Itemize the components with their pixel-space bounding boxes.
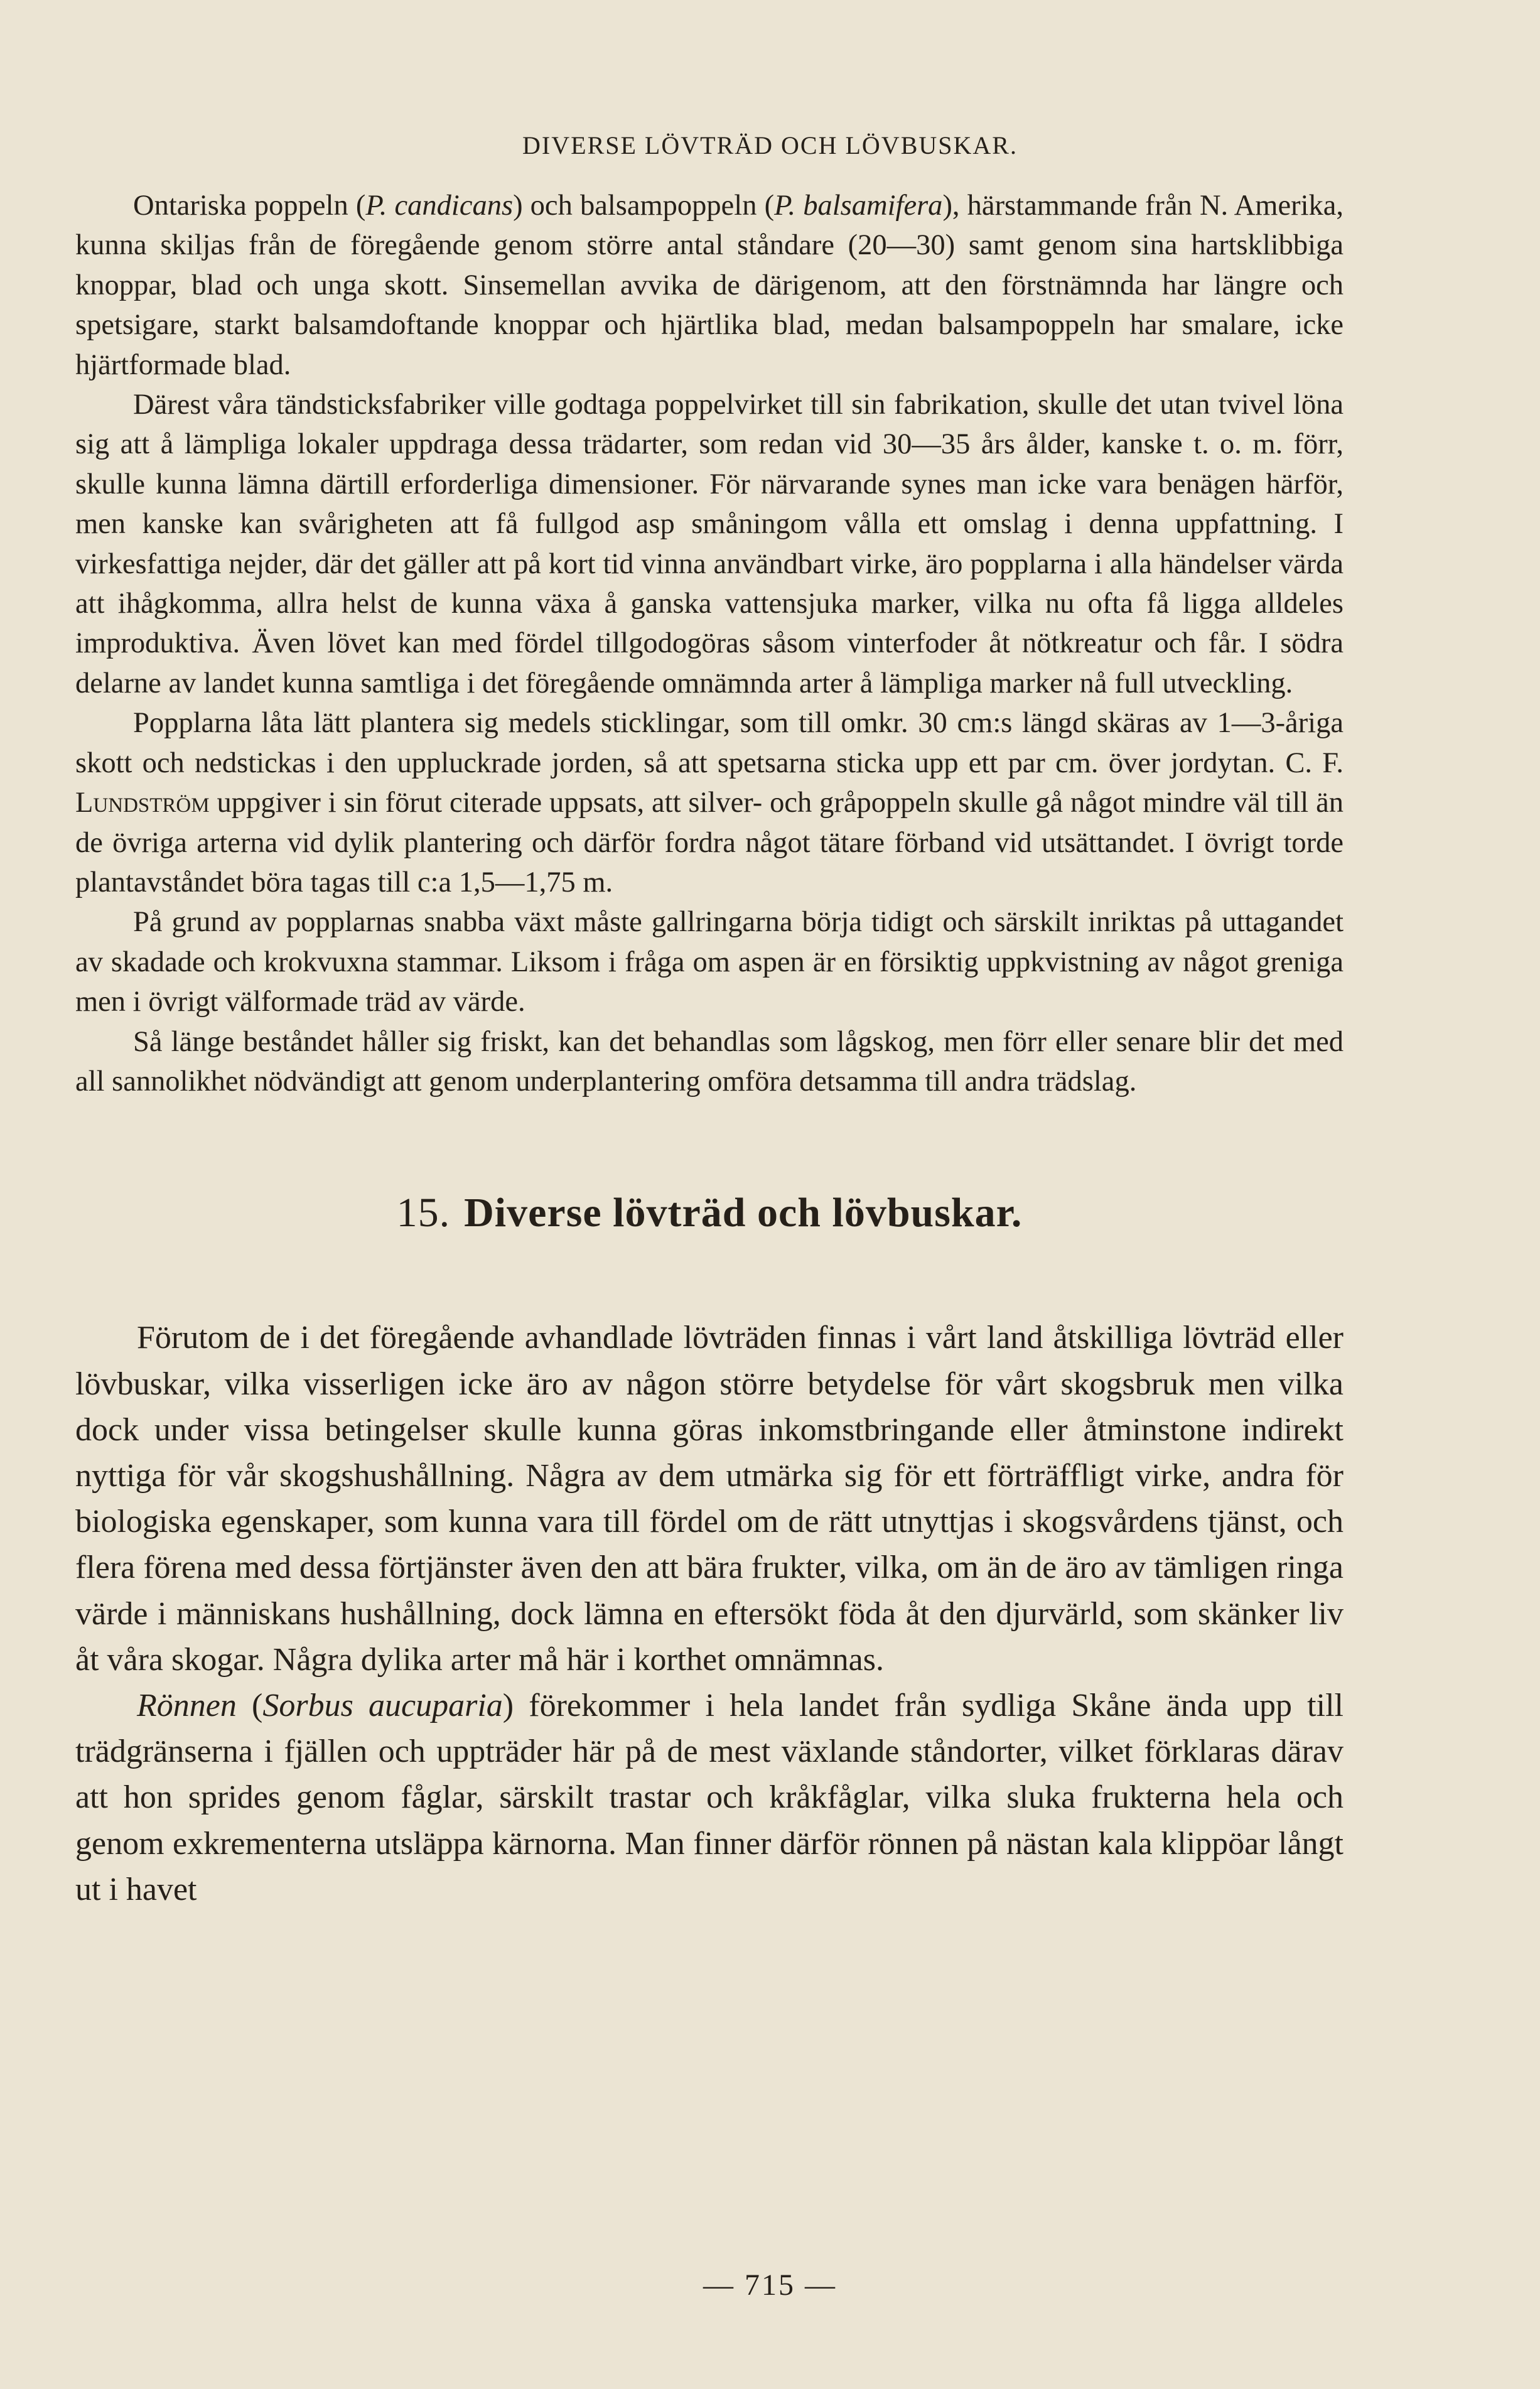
paragraph-ontario-poplar: Ontariska poppeln (P. candicans) och balsampoppeln (P. balsamifera), härstammande från N. Amerika, kunna skiljas från de föregående genom större antal ståndare (20—30) samt genom sina hartsklibbiga knoppar, blad och unga skott. Sinsemellan avvika de därigenom, att den förstnämnda har längre och spetsigare, starkt balsamdoftande knoppar och hjärtlika blad, medan balsampoppeln har smalare, icke hjärtformade blad. bbox=[75, 190, 1344, 381]
species-name: Sorbus aucuparia bbox=[262, 1687, 503, 1723]
paragraph-planting: Popplarna låta lätt plantera sig medels sticklingar, som till omkr. 30 cm:s längd skäras av 1—3-åriga skott och nedstickas i den uppluckrade jorden, så att spetsarna sticka upp ett par cm. över jordytan. C. F. Lundström uppgiver i sin förut citerade uppsats, att silver- och gråpoppeln skulle gå något mindre väl till än de övriga arterna vid dylik plantering och därför fordra något tätare förband vid utsättandet. I övrigt torde plantavståndet böra tagas till c:a 1,5—1,75 m. bbox=[75, 707, 1343, 898]
paragraph-match-industry: Därest våra tändsticksfabriker ville godtaga poppelvirket till sin fabrikation, skulle det utan tvivel löna sig att å lämpliga lokaler uppdraga dessa trädarter, som redan vid 30—35 års ålder, kanske t. o. m. förr, skulle kunna lämna därtill erforderliga dimensioner. För närvarande synes man icke vara benägen härför, men kanske kan svårigheten att få fullgod asp småningom vålla ett omslag i denna uppfattning. I virkesfattiga nejder, där det gäller att på kort tid vinna användbart virke, äro popplarna i alla händelser värda att ihågkomma, allra helst de kunna växa å ganska vattensjuka marker, vilka nu ofta få ligga alldeles improduktiva. Även lövet kan med fördel tillgodogöras såsom vinterfoder åt nötkreatur och får. I södra delarne av landet kunna samtliga i det föregående omnämnda arter å lämpliga marker nå full utveckling. bbox=[75, 389, 1343, 699]
misc-trees-section bbox=[75, 1315, 1343, 1912]
paragraph-intro: Förutom de i det föregående avhandlade lövträden finnas i vårt land åtskilliga lövträd eller lövbuskar, vilka visserligen icke äro av någon större betydelse för vårt skogsbruk men vilka dock under vissa betingelser skulle kunna göras inkomstbringande eller åtminstone indirekt nyttiga för vår skogshushållning. Några av dem utmärka sig för ett förträffligt virke, andra för biologiska egenskaper, som kunna vara till fördel om de rätt utnyttjas i skogsvårdens tjänst, och flera förena med dessa förtjänster även den att bära frukter, vilka, om än de äro av tämligen ringa värde i människans hushållning, dock lämna en eftersökt föda åt den djurvärld, som skänker liv åt våra skogar. Några dylika arter må här i korthet omnämnas. bbox=[75, 1320, 1343, 1678]
species-name: P. balsamifera bbox=[774, 190, 943, 222]
tree-name: Rönnen bbox=[137, 1687, 237, 1723]
paragraph-coppice: Så länge beståndet håller sig friskt, kan det behandlas som lågskog, men förr eller senare blir det med all sannolikhet nödvändigt att genom underplantering omföra detsamma till andra trädslag. bbox=[75, 1025, 1343, 1097]
section-heading bbox=[75, 1189, 1343, 1237]
text-column bbox=[75, 186, 1343, 1912]
paragraph-thinning: På grund av popplarnas snabba växt måste gallringarna börja tidigt och särskilt inriktas på uttagandet av skadade och krokvuxna stammar. Liksom i fråga om aspen är en försiktig uppkvistning av något greniga men i övrigt välformade träd av värde. bbox=[75, 906, 1343, 1018]
paragraph-rowan: Rönnen (Sorbus aucuparia) förekommer i hela landet från sydliga Skåne ända upp till trädgränserna i fjällen och uppträder här på de mest växlande ståndorter, vilket förklaras därav att hon sprides genom fåglar, särskilt trastar och kråkfåglar, vilka sluka frukterna hela och genom exkrementerna utsläppa kärnorna. Man finner därför rönnen på nästan kala klippöar långt ut i havet bbox=[75, 1687, 1343, 1907]
running-header: DIVERSE LÖVTRÄD OCH LÖVBUSKAR. bbox=[522, 131, 1018, 159]
species-name: P. candicans bbox=[365, 190, 514, 222]
poplar-section bbox=[75, 186, 1343, 1101]
page-number: — 715 — bbox=[703, 2268, 837, 2302]
author-name: Lundström bbox=[75, 787, 210, 819]
section-title: Diverse lövträd och lövbuskar. bbox=[464, 1190, 1023, 1236]
section-number: 15. bbox=[396, 1190, 451, 1236]
